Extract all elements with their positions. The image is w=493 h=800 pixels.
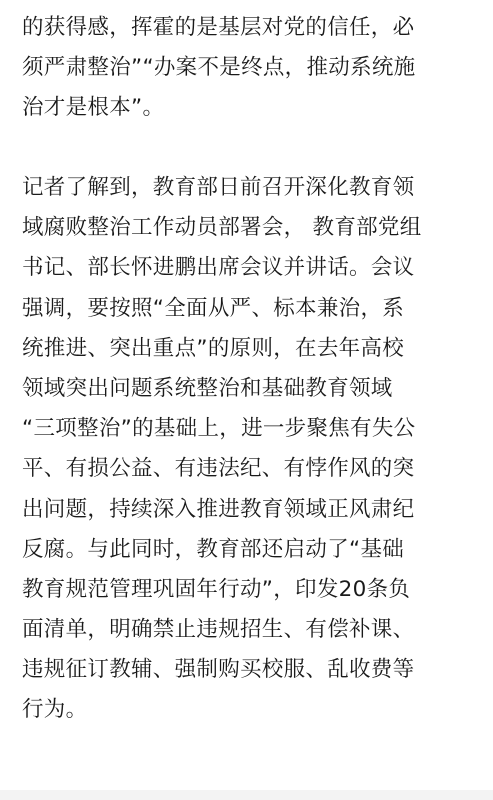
text-line: 教育规范管理巩固年行动”，印发20条负 bbox=[22, 576, 411, 602]
text-line: 平、有损公益、有违法纪、有悖作风的突 bbox=[22, 456, 415, 482]
text-line: 域腐败整治工作动员部署会， 教育部党组 bbox=[22, 215, 422, 241]
text-line: 治才是根本”。 bbox=[22, 95, 165, 121]
text-line: 的获得感，挥霍的是基层对党的信任，必 bbox=[22, 15, 415, 40]
paragraph-2 bbox=[22, 168, 422, 731]
text-line: 违规征订教辅、强制购买校服、乱收费等 bbox=[22, 657, 415, 683]
text-line: 强调，要按照“全面从严、标本兼治，系 bbox=[22, 295, 405, 321]
paragraph-1 bbox=[22, 8, 415, 129]
text-line: 行为。 bbox=[22, 697, 88, 723]
text-line: 领域突出问题系统整治和基础教育领域 bbox=[22, 375, 393, 401]
text-line: 统推进、突出重点”的原则，在去年高校 bbox=[22, 335, 405, 361]
bottom-divider bbox=[0, 790, 493, 800]
text-line: 反腐。与此同时，教育部还启动了“基础 bbox=[22, 536, 405, 562]
text-line: 书记、部长怀进鹏出席会议并讲话。会议 bbox=[22, 255, 415, 281]
text-line: 出问题，持续深入推进教育领域正风肃纪 bbox=[22, 496, 415, 522]
text-line: “三项整治”的基础上，进一步聚焦有失公 bbox=[22, 416, 416, 442]
text-line: 须严肃整治”“办案不是终点，推动系统施 bbox=[22, 55, 416, 81]
text-line: 记者了解到，教育部日前召开深化教育领 bbox=[22, 175, 415, 200]
text-line: 面清单，明确禁止违规招生、有偿补课、 bbox=[22, 617, 415, 643]
